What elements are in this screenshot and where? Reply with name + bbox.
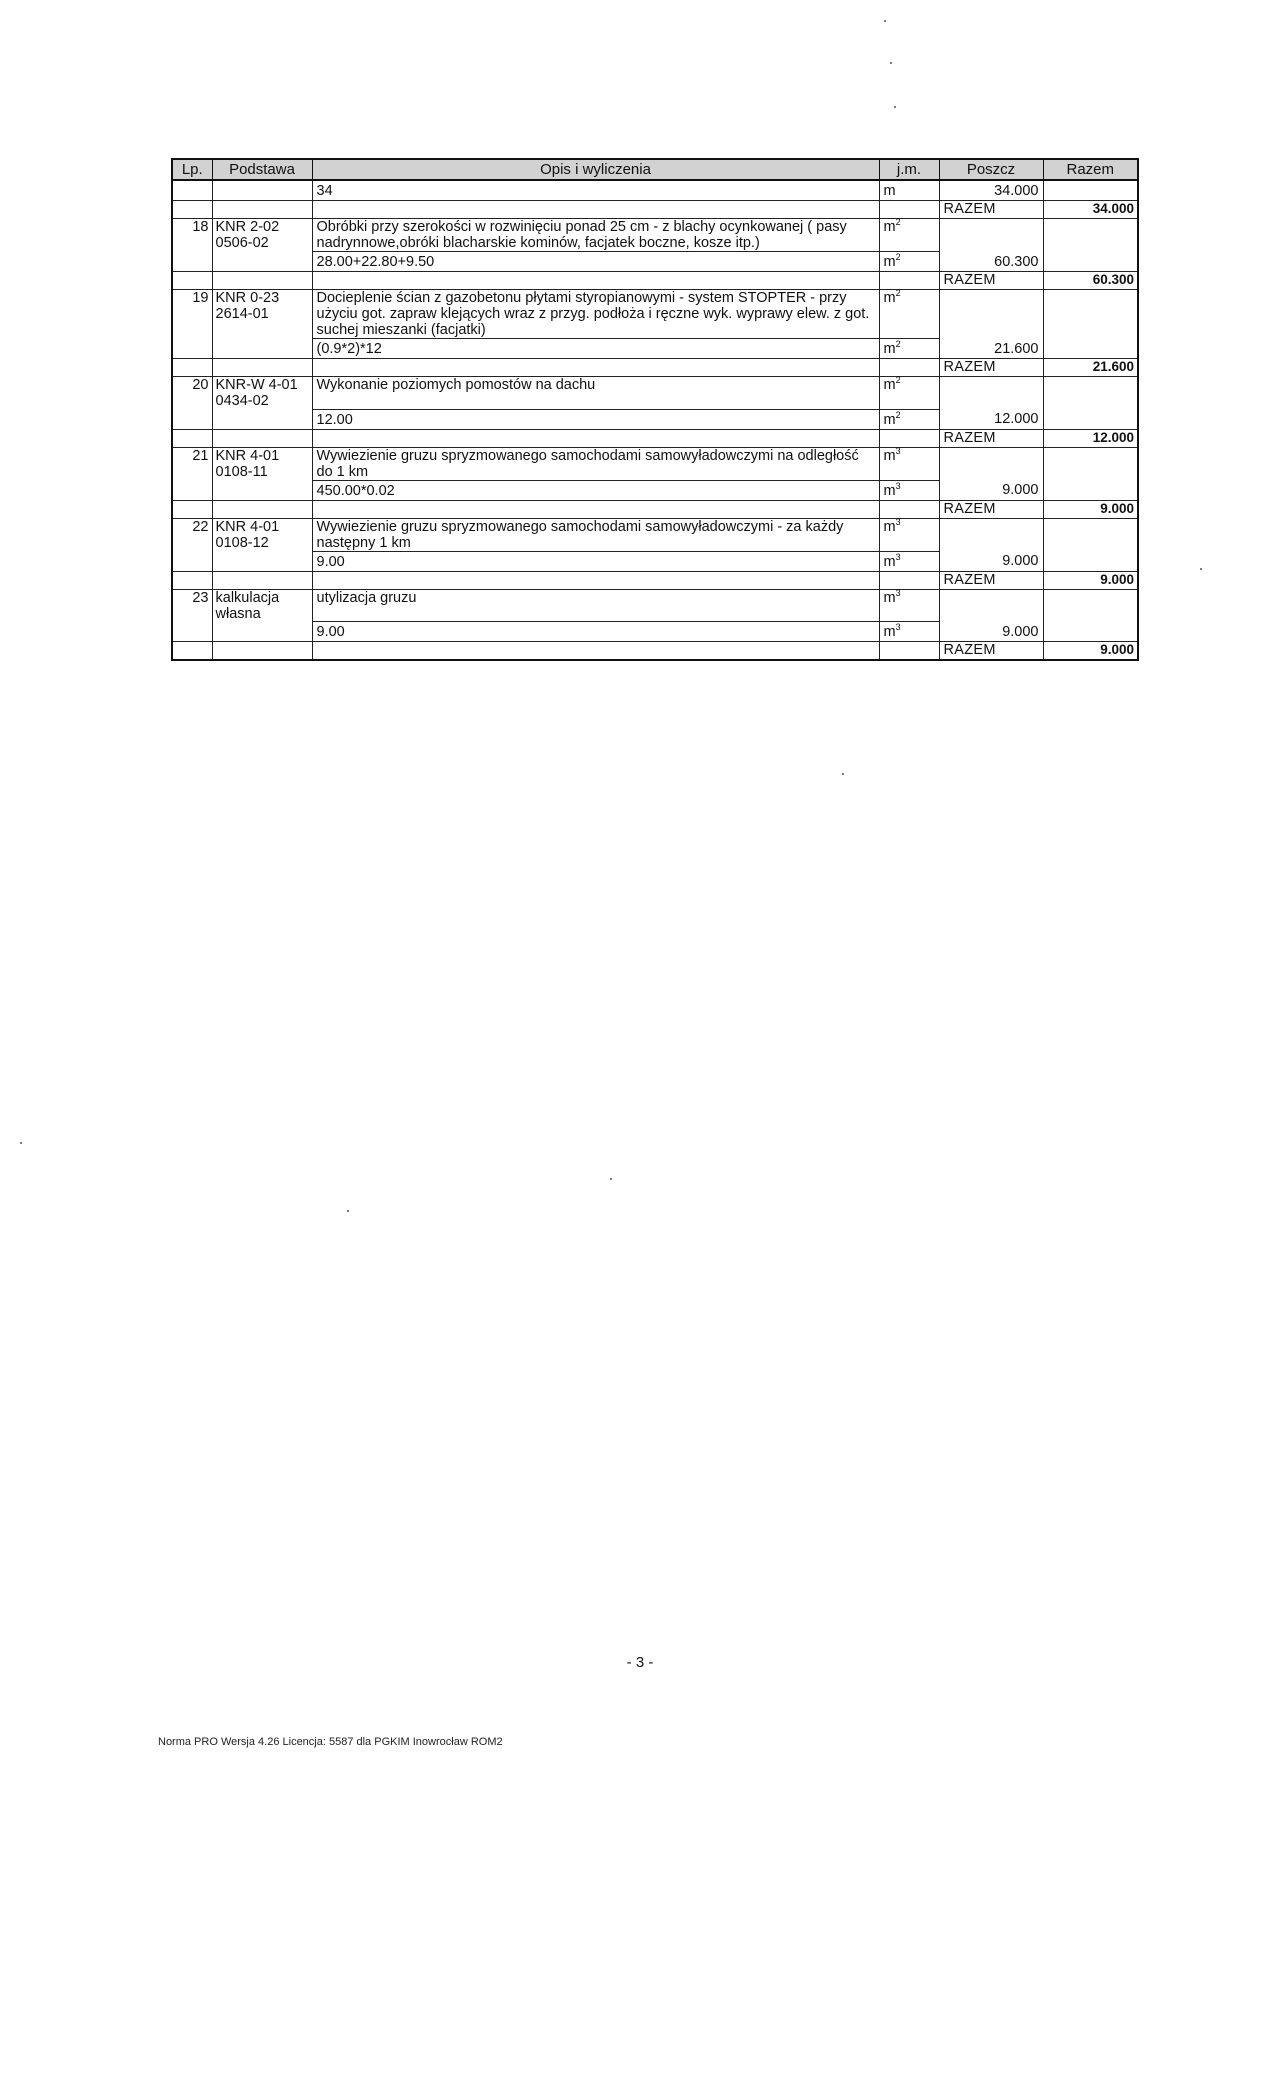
blank-cell [172, 359, 212, 377]
position-opis [312, 589, 879, 622]
footer-license: Norma PRO Wersja 4.26 Licencja: 5587 dla PGKIM Inowrocław ROM2 [158, 1736, 503, 1748]
poszcz-value-text: 60.300 [994, 253, 1039, 270]
page-number: - 3 - [626, 1654, 654, 1671]
poszcz-value [939, 551, 1043, 571]
blank-cell [879, 500, 939, 518]
razem-label-text: RAZEM [943, 500, 996, 517]
blank-cell [312, 500, 879, 518]
position-lp-text: 23 [192, 589, 209, 606]
razem-label-text: RAZEM [943, 359, 996, 375]
razem-value [1043, 429, 1138, 447]
blank-cell [1043, 480, 1138, 500]
scan-speck [347, 1210, 349, 1212]
blank-cell [212, 571, 312, 589]
blank-cell [939, 219, 1043, 252]
position-lp-text: 22 [192, 518, 209, 535]
blank-cell [212, 339, 312, 359]
header-podstawa: Podstawa [212, 159, 312, 180]
position-lp-text: 19 [192, 290, 209, 306]
calc-expression [312, 339, 879, 359]
position-unit-text: m [883, 589, 896, 606]
razem-label-text: RAZEM [943, 571, 996, 588]
calc-unit [879, 551, 939, 571]
position-podstawa-text: KNR 4-01 0108-11 [215, 447, 280, 480]
poszcz-value [939, 409, 1043, 429]
razem-value-text: 9.000 [1100, 642, 1134, 657]
blank-cell [1043, 409, 1138, 429]
unit-exponent: 2 [895, 252, 901, 263]
calc-expression-text: 9.00 [316, 553, 345, 570]
calc-expression: 34 [312, 180, 879, 201]
poszcz-value [939, 480, 1043, 500]
razem-label [939, 642, 1043, 661]
razem-label [939, 571, 1043, 589]
blank-cell [212, 359, 312, 377]
calc-row [172, 480, 1138, 500]
scan-speck [1200, 568, 1202, 570]
blank-cell [939, 447, 1043, 480]
blank-cell [212, 642, 312, 661]
calc-expression-text: 9.00 [316, 624, 345, 640]
blank-cell [172, 272, 212, 290]
blank-cell [212, 622, 312, 642]
blank-cell [1043, 518, 1138, 551]
calc-expression-text: 450.00*0.02 [316, 482, 395, 499]
calc-unit: m [879, 180, 939, 201]
position-unit [879, 518, 939, 551]
position-podstawa-text: KNR 4-01 0108-12 [215, 518, 280, 551]
calc-unit-text: m [883, 411, 896, 428]
calc-expression [312, 252, 879, 272]
blank-cell [939, 290, 1043, 339]
carry-over-calc-row [172, 180, 1138, 201]
blank-cell [1043, 589, 1138, 622]
position-unit [879, 290, 939, 339]
position-podstawa [212, 447, 312, 480]
calc-row [172, 409, 1138, 429]
position-podstawa [212, 377, 312, 410]
razem-value-text: 9.000 [1100, 571, 1134, 587]
calc-row [172, 622, 1138, 642]
position-opis-text: Wykonanie poziomych pomostów na dachu [316, 377, 596, 393]
calc-row [172, 551, 1138, 571]
cost-estimate-sheet [171, 158, 1137, 661]
razem-value-text: 21.600 [1092, 359, 1134, 374]
poszcz-value: 34.000 [939, 180, 1043, 201]
header-opis: Opis i wyliczenia [312, 159, 879, 180]
position-unit [879, 377, 939, 410]
calc-expression [312, 409, 879, 429]
calc-expression [312, 622, 879, 642]
blank-cell [212, 252, 312, 272]
blank-cell [879, 272, 939, 290]
position-lp [172, 518, 212, 551]
position-opis-text: Wywiezienie gruzu spryzmowanego samochodami samowyładowczymi na odległość do 1 km [316, 447, 859, 480]
position-lp-text: 18 [192, 219, 209, 235]
blank-cell [1043, 180, 1138, 201]
position-podstawa [212, 589, 312, 622]
blank-cell [172, 500, 212, 518]
unit-exponent: 3 [895, 516, 901, 527]
header-poszcz: Poszcz [939, 159, 1043, 180]
calc-unit [879, 622, 939, 642]
blank-cell [172, 339, 212, 359]
blank-cell [1043, 290, 1138, 339]
razem-label-text: RAZEM [943, 642, 996, 658]
position-row [172, 518, 1138, 551]
poszcz-value [939, 622, 1043, 642]
blank-cell [212, 180, 312, 201]
blank-cell [172, 409, 212, 429]
position-lp [172, 290, 212, 339]
blank-cell [312, 201, 879, 219]
blank-cell [879, 571, 939, 589]
blank-cell [212, 201, 312, 219]
sum-row [172, 359, 1138, 377]
calc-unit [879, 252, 939, 272]
calc-row [172, 339, 1138, 359]
razem-label-text: RAZEM [943, 429, 996, 446]
position-podstawa [212, 518, 312, 551]
poszcz-value [939, 339, 1043, 359]
unit-exponent: 2 [895, 409, 901, 420]
position-opis [312, 290, 879, 339]
header-jm: j.m. [879, 159, 939, 180]
calc-expression-text: (0.9*2)*12 [316, 341, 382, 357]
position-row [172, 447, 1138, 480]
unit-exponent: 3 [895, 551, 901, 562]
sum-row [172, 500, 1138, 518]
razem-label-text: RAZEM [943, 272, 996, 288]
razem-value [1043, 272, 1138, 290]
carry-over-sum-row [172, 201, 1138, 219]
blank-cell [939, 589, 1043, 622]
blank-cell [212, 551, 312, 571]
blank-cell [172, 201, 212, 219]
razem-label [939, 429, 1043, 447]
sum-row [172, 429, 1138, 447]
position-opis [312, 377, 879, 410]
position-opis-text: Wywiezienie gruzu spryzmowanego samochodami samowyładowczymi - za każdy następny 1 km [316, 518, 844, 551]
blank-cell [172, 180, 212, 201]
calc-expression [312, 551, 879, 571]
unit-exponent: 3 [895, 587, 901, 598]
position-podstawa-text: KNR 2-02 0506-02 [215, 219, 280, 251]
position-unit-text: m [883, 518, 896, 535]
razem-value [1043, 500, 1138, 518]
blank-cell [172, 622, 212, 642]
cost-estimate-table [171, 158, 1139, 661]
blank-cell [1043, 447, 1138, 480]
blank-cell [1043, 551, 1138, 571]
blank-cell [212, 272, 312, 290]
position-unit-text: m [883, 447, 896, 464]
blank-cell [172, 571, 212, 589]
blank-cell [172, 642, 212, 661]
unit-exponent: 2 [895, 288, 901, 299]
sum-row [172, 272, 1138, 290]
blank-cell [879, 642, 939, 661]
position-unit [879, 219, 939, 252]
blank-cell [172, 480, 212, 500]
unit-exponent: 2 [895, 375, 901, 386]
blank-cell [1043, 252, 1138, 272]
blank-cell [939, 518, 1043, 551]
razem-label: RAZEM [939, 201, 1043, 219]
blank-cell [212, 480, 312, 500]
position-lp [172, 377, 212, 410]
blank-cell [1043, 219, 1138, 252]
scan-speck [894, 106, 896, 108]
position-unit-text: m [883, 377, 896, 393]
razem-label [939, 272, 1043, 290]
razem-value: 34.000 [1043, 201, 1138, 219]
calc-expression [312, 480, 879, 500]
poszcz-value-text: 21.600 [994, 340, 1039, 357]
blank-cell [172, 429, 212, 447]
position-row [172, 589, 1138, 622]
scan-speck [20, 1142, 22, 1144]
position-podstawa-text: KNR 0-23 2614-01 [215, 290, 280, 322]
position-opis-text: utylizacja gruzu [316, 589, 417, 606]
blank-cell [312, 429, 879, 447]
position-unit [879, 589, 939, 622]
blank-cell [1043, 622, 1138, 642]
poszcz-value-text: 9.000 [1002, 623, 1039, 640]
sum-row [172, 642, 1138, 661]
poszcz-value-text: 12.000 [994, 411, 1039, 427]
position-unit [879, 447, 939, 480]
header-razem: Razem [1043, 159, 1138, 180]
scan-speck [610, 1178, 612, 1180]
position-unit-text: m [883, 219, 896, 235]
position-podstawa [212, 219, 312, 252]
position-opis [312, 518, 879, 551]
blank-cell [879, 359, 939, 377]
sum-row [172, 571, 1138, 589]
calc-unit-text: m [883, 482, 896, 499]
position-opis [312, 219, 879, 252]
unit-exponent: 3 [895, 622, 901, 633]
unit-exponent: 2 [895, 217, 901, 228]
poszcz-value-text: 9.000 [1002, 553, 1039, 569]
blank-cell [1043, 377, 1138, 410]
blank-cell [312, 272, 879, 290]
calc-row [172, 252, 1138, 272]
blank-cell [172, 252, 212, 272]
position-opis [312, 447, 879, 480]
razem-value-text: 12.000 [1092, 429, 1134, 445]
position-podstawa-text: KNR-W 4-01 0434-02 [215, 377, 298, 409]
position-lp [172, 447, 212, 480]
blank-cell [172, 551, 212, 571]
calc-unit [879, 480, 939, 500]
blank-cell [312, 571, 879, 589]
calc-unit [879, 409, 939, 429]
position-lp [172, 589, 212, 622]
position-opis-text: Obróbki przy szerokości w rozwinięciu ponad 25 cm - z blachy ocynkowanej ( pasy nadrynnowe,obróki blacharskie kominów, facjatek boczne, kosze itp.) [316, 219, 847, 251]
scan-speck [842, 773, 844, 775]
blank-cell [879, 429, 939, 447]
calc-unit [879, 339, 939, 359]
razem-value [1043, 571, 1138, 589]
blank-cell [312, 642, 879, 661]
calc-expression-text: 28.00+22.80+9.50 [316, 254, 435, 270]
position-lp [172, 219, 212, 252]
blank-cell [212, 429, 312, 447]
position-podstawa-text: kalkulacja własna [215, 589, 280, 622]
razem-label [939, 500, 1043, 518]
calc-unit-text: m [883, 553, 896, 570]
position-row [172, 219, 1138, 252]
blank-cell [939, 377, 1043, 410]
blank-cell [212, 500, 312, 518]
position-lp-text: 21 [192, 447, 209, 464]
position-row [172, 290, 1138, 339]
table-header-row [172, 159, 1138, 180]
calc-unit-text: m [883, 341, 896, 357]
calc-expression-text: 12.00 [316, 411, 353, 428]
poszcz-value-text: 9.000 [1002, 482, 1039, 498]
razem-value [1043, 642, 1138, 661]
blank-cell [212, 409, 312, 429]
razem-value-text: 60.300 [1092, 272, 1134, 287]
position-opis-text: Docieplenie ścian z gazobetonu płytami styropianowymi - system STOPTER - przy użyciu got. zapraw klejących wraz z przyg. podłoża i ręczne wyk. wyprawy elew. z got. suchej mieszanki (facjatki) [316, 290, 870, 338]
blank-cell [879, 201, 939, 219]
calc-unit-text: m [883, 254, 896, 270]
position-lp-text: 20 [192, 377, 209, 393]
unit-exponent: 3 [895, 445, 901, 456]
poszcz-value [939, 252, 1043, 272]
razem-label [939, 359, 1043, 377]
razem-value [1043, 359, 1138, 377]
position-row [172, 377, 1138, 410]
position-unit-text: m [883, 290, 896, 306]
scan-speck [884, 20, 886, 22]
unit-exponent: 2 [895, 339, 901, 350]
unit-exponent: 3 [895, 480, 901, 491]
scan-speck [890, 62, 892, 64]
blank-cell [312, 359, 879, 377]
header-lp: Lp. [172, 159, 212, 180]
blank-cell [1043, 339, 1138, 359]
calc-unit-text: m [883, 624, 896, 640]
position-podstawa [212, 290, 312, 339]
razem-value-text: 9.000 [1100, 500, 1134, 516]
